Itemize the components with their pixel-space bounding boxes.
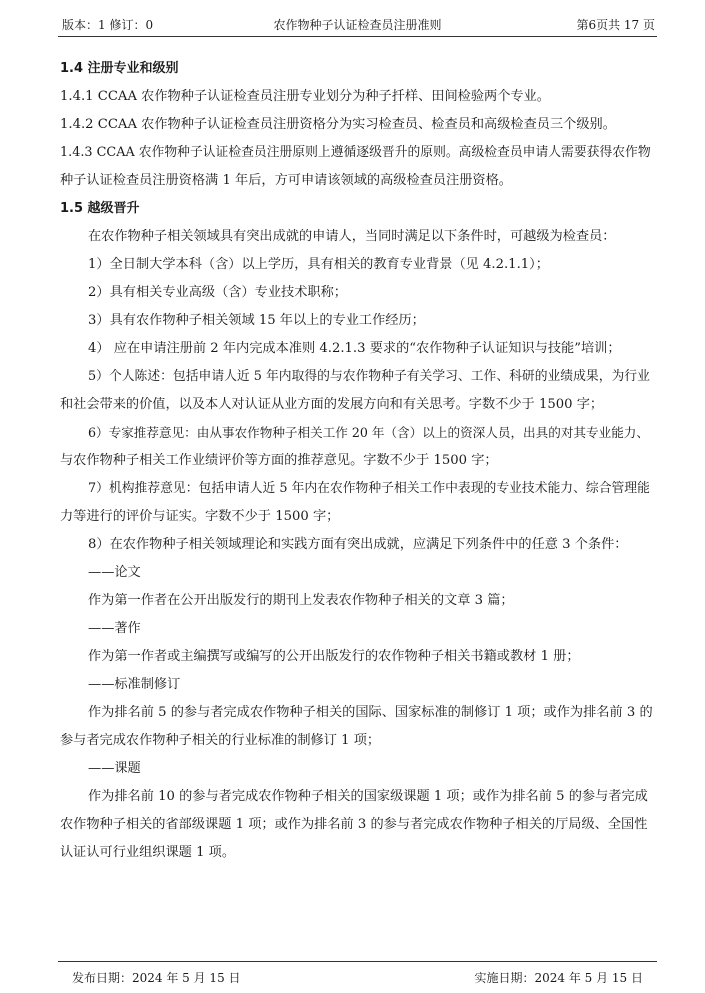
condition-2: 2）具有相关专业高级（含）专业技术职称； (88, 285, 347, 300)
standard-requirement-line2: 参与者完成农作物种子相关的行业标准的制修订 1 项； (60, 733, 381, 748)
sub-heading-book: ——著作 (88, 621, 141, 636)
clause-1-4-2: 1.4.2 CCAA 农作物种子认证检查员注册资格分为实习检查员、检查员和高级检查员三个级别。 (60, 117, 616, 132)
condition-5-line1: 5）个人陈述：包括申请人近 5 年内取得的与农作物种子有关学习、工作、科研的业绩成果，为行业 (88, 369, 650, 384)
publish-date: 发布日期：2024 年 5 月 15 日 (72, 971, 241, 985)
project-requirement-line1: 作为排名前 10 的参与者完成农作物种子相关的国家级课题 1 项；或作为排名前 5 的参与者完成 (88, 789, 648, 804)
condition-1: 1）全日制大学本科（含）以上学历，具有相关的教育专业背景（见 4.2.1.1）； (88, 257, 549, 272)
sub-heading-project: ——课题 (88, 761, 141, 776)
sub-heading-paper: ——论文 (88, 565, 141, 580)
standard-requirement-line1: 作为排名前 5 的参与者完成农作物种子相关的国际、国家标准的制修订 1 项；或作为排名前 3 的 (88, 705, 653, 720)
condition-5-line2: 和社会带来的价值，以及本人对认证从业方面的发展方向和有关思考。字数不少于 1500 字； (60, 397, 604, 412)
condition-7-line2: 力等进行的评价与证实。字数不少于 1500 字； (60, 509, 340, 524)
clause-1-4-3-line2: 种子认证检查员注册资格满 1 年后，方可申请该领域的高级检查员注册资格。 (60, 173, 512, 188)
clause-1-4-1: 1.4.1 CCAA 农作物种子认证检查员注册专业划分为种子扦样、田间检验两个专业。 (60, 89, 550, 104)
effective-date: 实施日期：2024 年 5 月 15 日 (474, 971, 643, 985)
section-heading-1-4: 1.4 注册专业和级别 (60, 61, 179, 76)
document-title: 农作物种子认证检查员注册准则 (273, 18, 442, 32)
condition-7-line1: 7）机构推荐意见：包括申请人近 5 年内在农作物种子相关工作中表现的专业技术能力、综合管理能 (88, 481, 650, 496)
version-info: 版本：1 修订：0 (62, 18, 154, 32)
condition-3: 3）具有农作物种子相关领域 15 年以上的专业工作经历； (88, 313, 425, 328)
condition-6-line2: 与农作物种子相关工作业绩评价等方面的推荐意见。字数不少于 1500 字； (60, 453, 498, 468)
page-header (58, 10, 657, 37)
page-footer (58, 961, 657, 990)
sub-heading-standard: ——标准制修订 (88, 677, 181, 692)
section-heading-1-5: 1.5 越级晋升 (60, 201, 140, 216)
condition-6-line1: 6）专家推荐意见：由从事农作物种子相关工作 20 年（含）以上的资深人员，出具的对其专业能力、 (88, 425, 649, 440)
project-requirement-line3: 认证认可行业组织课题 1 项。 (60, 845, 236, 860)
document-body (60, 55, 655, 867)
condition-8: 8）在农作物种子相关领域理论和实践方面有突出成就，应满足下列条件中的任意 3 个条件： (88, 537, 628, 552)
clause-1-4-3-line1: 1.4.3 CCAA 农作物种子认证检查员注册原则上遵循逐级晋升的原则。高级检查员申请人需要获得农作物 (60, 145, 651, 160)
intro-paragraph: 在农作物种子相关领域具有突出成就的申请人，当同时满足以下条件时，可越级为检查员： (88, 229, 616, 244)
paper-requirement: 作为第一作者在公开出版发行的期刊上发表农作物种子相关的文章 3 篇； (88, 593, 514, 608)
book-requirement: 作为第一作者或主编撰写或编写的公开出版发行的农作物种子相关书籍或教材 1 册； (88, 649, 580, 664)
condition-4: 4） 应在申请注册前 2 年内完成本准则 4.2.1.3 要求的“农作物种子认证知识与技能”培训； (88, 341, 621, 356)
page-number: 第6页共 17 页 (576, 18, 655, 32)
project-requirement-line2: 农作物种子相关的省部级课题 1 项；或作为排名前 3 的参与者完成农作物种子相关的厅局级、全国性 (60, 817, 648, 832)
